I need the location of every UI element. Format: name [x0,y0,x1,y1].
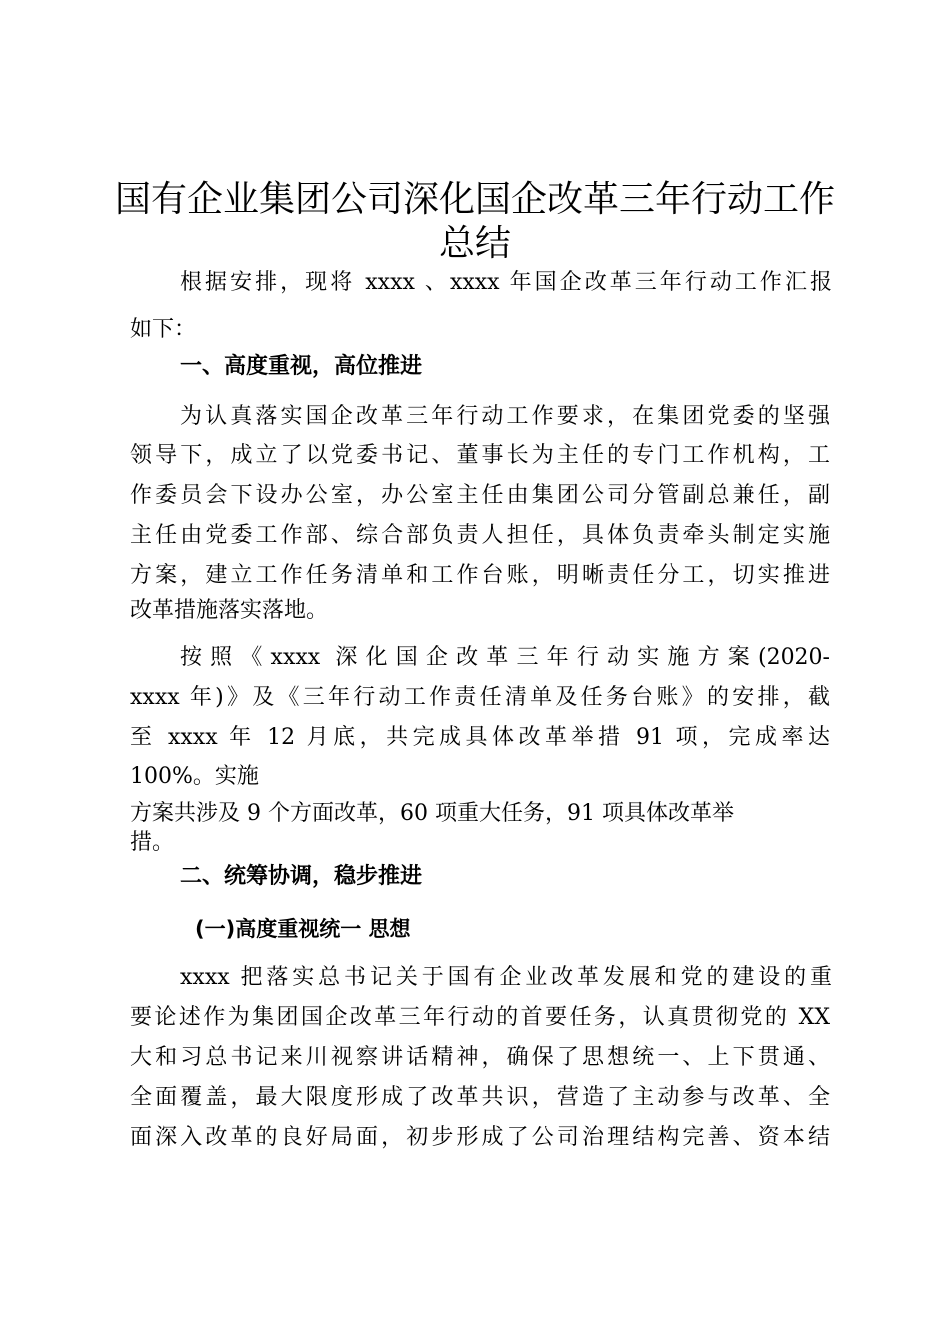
paragraph-line: xxxx 把落实总书记关于国有企业改革发展和党的建设的重 [180,965,832,990]
document-title-line-1: 国有企业集团公司深化国企改革三年行动工作 [114,179,835,220]
section-1-heading: 一、高度重视，高位推进 [180,354,423,379]
paragraph-line: 100%。实施 [130,764,259,789]
paragraph-line: 方案，建立工作任务清单和工作台账，明晰责任分工，切实推进 [130,563,830,588]
paragraph-line: 措。 [130,830,175,855]
paragraph-line: 改革措施落实落地。 [130,598,329,623]
paragraph-line: 作委员会下设办公室，办公室主任由集团公司分管副总兼任，副 [130,483,830,508]
paragraph-line: 为认真落实国企改革三年行动工作要求，在集团党委的坚强 [180,404,830,429]
subsection-1-heading: (一)高度重视统一 思想 [195,917,411,941]
document-title-line-2: 总结 [438,223,511,264]
paragraph-line: 方案共涉及 9 个方面改革，60 项重大任务，91 项具体改革举 [130,801,734,826]
paragraph-line: 要论述作为集团国企改革三年行动的首要任务，认真贯彻党的 XX [130,1005,830,1030]
paragraph-line: xxxx 年)》及《三年行动工作责任清单及任务台账》的安排，截 [130,685,830,710]
paragraph-line: 按照《xxxx 深化国企改革三年行动实施方案(2020- [180,645,830,670]
paragraph-line: 主任由党委工作部、综合部负责人担任，具体负责牵头制定实施 [130,523,830,548]
paragraph-line: 领导下，成立了以党委书记、董事长为主任的专门工作机构，工 [130,443,830,468]
paragraph-line: 全面覆盖，最大限度形成了改革共识，营造了主动参与改革、全 [130,1085,830,1110]
intro-line-1: 根据安排，现将 xxxx 、xxxx 年国企改革三年行动工作汇报 [180,270,832,295]
paragraph-line: 面深入改革的良好局面，初步形成了公司治理结构完善、资本结 [130,1125,830,1150]
section-2-heading: 二、统筹协调，稳步推进 [180,864,423,889]
paragraph-line: 大和习总书记来川视察讲话精神，确保了思想统一、上下贯通、 [130,1045,830,1070]
paragraph-line: 至 xxxx 年 12 月底，共完成具体改革举措 91 项，完成率达 [130,725,830,750]
intro-line-2: 如下： [130,317,197,342]
